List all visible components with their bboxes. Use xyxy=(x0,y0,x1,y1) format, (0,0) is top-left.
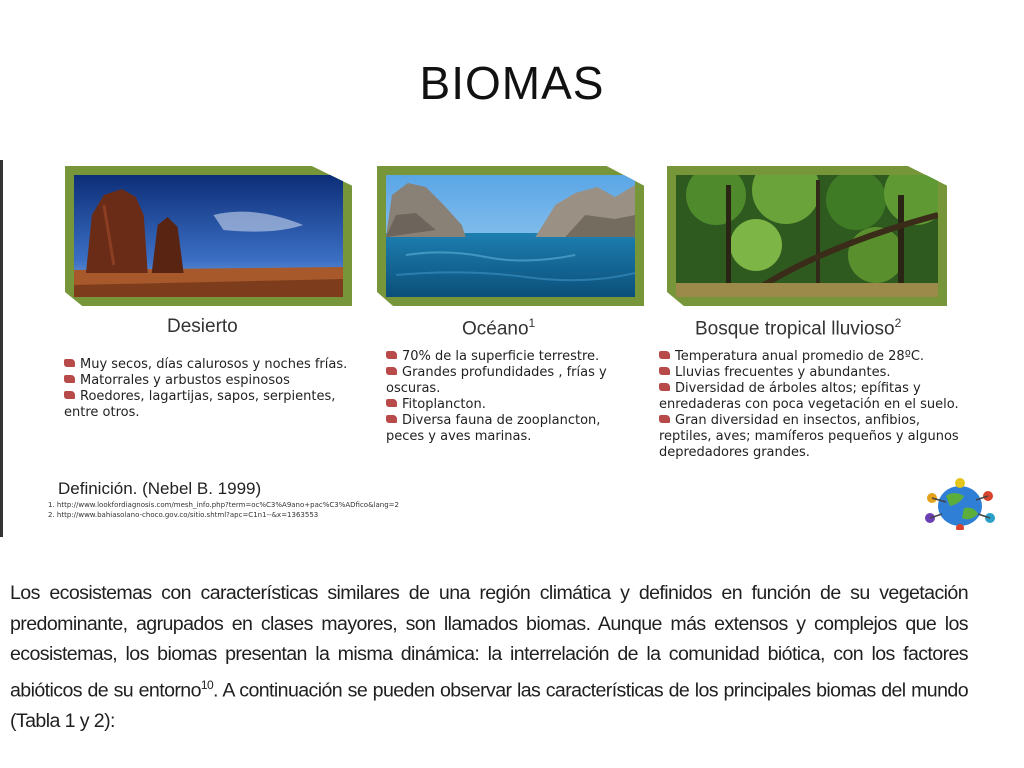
list-item: Lluvias frecuentes y abundantes. xyxy=(659,365,959,381)
list-item: Temperatura anual promedio de 28ºC. xyxy=(659,349,959,365)
biome-name-text: Desierto xyxy=(167,316,238,337)
globe-icon xyxy=(920,478,1000,530)
biome-name-bosque xyxy=(695,316,901,340)
list-item: Fitoplancton. xyxy=(386,397,624,413)
slide-title: BIOMAS xyxy=(419,57,605,109)
bosque-bullet-list xyxy=(659,349,959,461)
bullet-icon xyxy=(386,351,397,359)
bullet-icon xyxy=(659,383,670,391)
biomes-description-paragraph: Los ecosistemas con características similares de una región climática y definidos en función de su vegetación predominante, agrupados en clases mayores, son llamados biomas. Aunque más extensos y complejos que los ecosistemas, los biomas presentan la misma dinámica: la interrelación de la comunidad biótica, con los factores abióticos de su entorno$^{10}$. A continuación se pueden observar las características de los principales biomas del mundo (Tabla 1 y 2): xyxy=(10,582,968,732)
bullet-icon xyxy=(659,367,670,375)
biome-name-oceano xyxy=(462,316,535,340)
biome-name-desierto xyxy=(167,316,238,338)
oceano-bullet-list xyxy=(386,349,624,445)
bullet-icon xyxy=(659,415,670,423)
reference-item: 2. http://www.bahiasolano-choco.gov.co/sitio.shtml?apc=C1n1--&x=1363553 xyxy=(48,511,319,519)
bullet-icon xyxy=(386,415,397,423)
biome-name-text: Bosque tropical lluvioso xyxy=(695,318,895,340)
ocean-photo xyxy=(377,166,644,306)
bullet-icon xyxy=(64,375,75,383)
list-item: Muy secos, días calurosos y noches frías. xyxy=(64,357,354,373)
desert-photo xyxy=(65,166,352,306)
bullet-icon xyxy=(386,399,397,407)
list-item: Gran diversidad en insectos, anfibios, reptiles, aves; mamíferos pequeños y algunos depredadores grandes. xyxy=(659,413,959,460)
biome-name-text: Océano xyxy=(462,318,529,340)
list-item: Diversa fauna de zooplancton, peces y aves marinas. xyxy=(386,413,601,444)
left-border-line xyxy=(0,160,3,537)
list-item: 70% de la superficie terrestre. xyxy=(386,349,624,365)
bullet-icon xyxy=(64,391,75,399)
reference-item: 1. http://www.lookfordiagnosis.com/mesh_info.php?term=oc%C3%A9ano+pac%C3%ADfico&lang=2 xyxy=(48,501,399,509)
list-item: Roedores, lagartijas, sapos, serpientes, entre otros. xyxy=(64,389,336,420)
footnote-marker: 1 xyxy=(528,316,536,330)
desierto-bullet-list xyxy=(64,357,354,421)
rainforest-photo xyxy=(667,166,947,306)
footnote-marker: 10 xyxy=(200,677,214,692)
list-item: Matorrales y arbustos espinosos xyxy=(64,373,354,389)
list-item: Diversidad de árboles altos; epífitas y enredaderas con poca vegetación en el suelo. xyxy=(659,381,959,412)
reference-list xyxy=(48,500,399,520)
list-item: Grandes profundidades , frías y oscuras. xyxy=(386,365,607,396)
footnote-marker: 2 xyxy=(894,316,902,330)
bullet-icon xyxy=(659,351,670,359)
definition-citation: Definición. (Nebel B. 1999) xyxy=(58,479,262,498)
bullet-icon xyxy=(386,367,397,375)
bullet-icon xyxy=(64,359,75,367)
